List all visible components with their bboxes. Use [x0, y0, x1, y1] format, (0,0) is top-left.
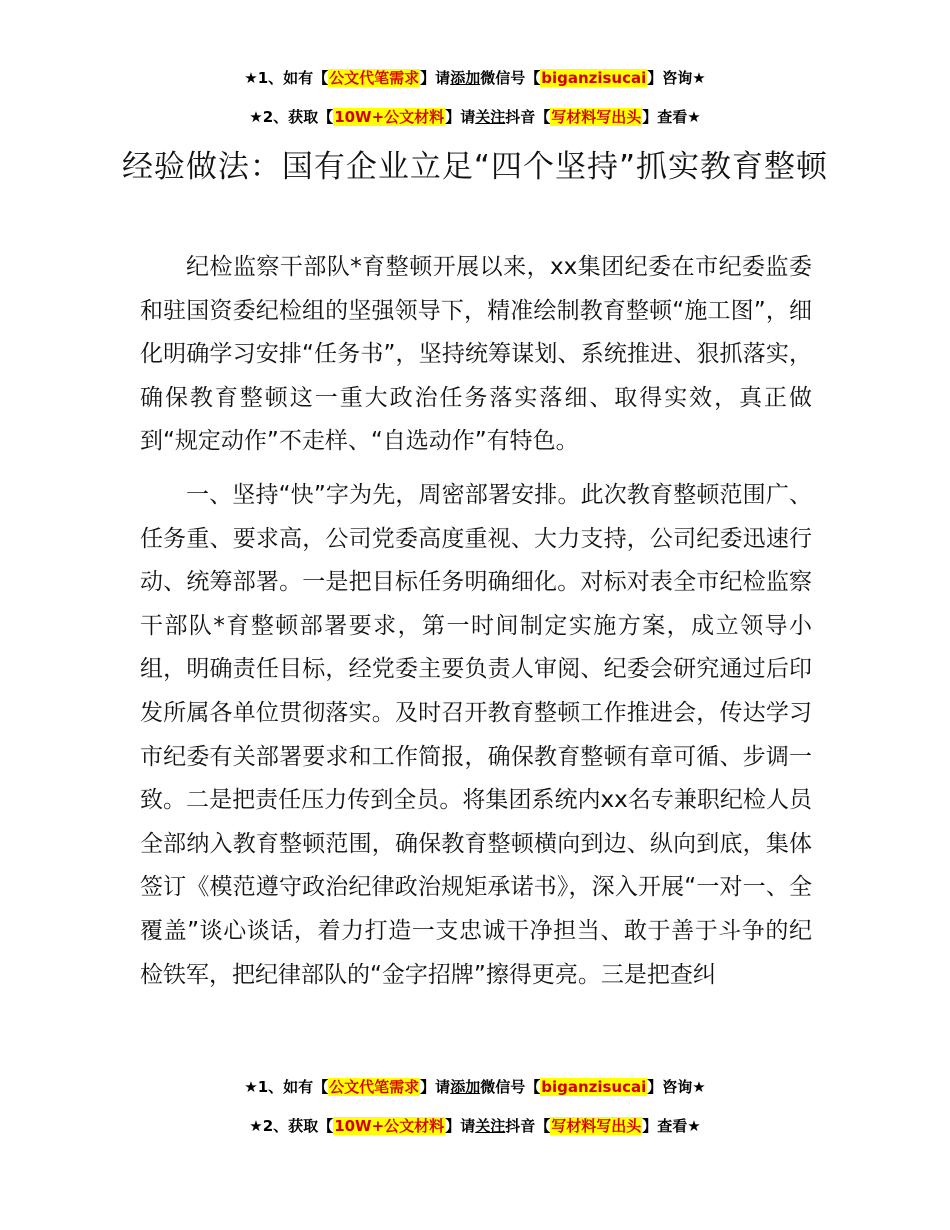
promo-text: 】咨询★ — [647, 1078, 706, 1096]
promo-text: 】请 — [420, 69, 451, 87]
promo-text: ★2、获取【 — [249, 108, 334, 126]
paragraph-intro: 纪检监察干部队*育整顿开展以来，xx集团纪委在市纪委监委和驻国资委纪检组的坚强领导下，精准绘制教育整顿“施工图”，细化明确学习安排“任务书”，坚持统筹谋划、系统推进、狠抓落实，确保教育整顿这一重大政治任务落实落细、取得实效，真正做到“规定动作”不走样、“自选动作”有特色。 — [140, 254, 812, 455]
promo-highlight: 公文代笔需求 — [329, 1078, 420, 1096]
promo-underline: 添加 — [450, 69, 481, 87]
promo-douyin-id: 写材料写出头 — [551, 108, 642, 126]
header-promo-line-2 — [0, 106, 950, 128]
promo-text: ★1、如有【 — [244, 1078, 329, 1096]
header-promo-line-1 — [0, 67, 950, 89]
document-title: 经验做法：国有企业立足“四个坚持”抓实教育整顿 — [121, 149, 829, 185]
footer-promo-line-2 — [0, 1115, 950, 1137]
promo-text: ★2、获取【 — [249, 1117, 334, 1135]
promo-wechat-id: biganzisucai — [541, 69, 647, 87]
promo-text: 】查看★ — [642, 108, 701, 126]
paragraph-section-1: 一、坚持“快”字为先，周密部署安排。此次教育整顿范围广、任务重、要求高，公司党委高度重视、大力支持，公司纪委迅速行动、统筹部署。一是把目标任务明确细化。对标对表全市纪检监察干部队*育整顿部署要求，第一时间制定实施方案，成立领导小组，明确责任目标，经党委主要负责人审阅、纪委会研究通过后印发所属各单位贯彻落实。及时召开教育整顿工作推进会，传达学习市纪委有关部署要求和工作简报，确保教育整顿有章可循、步调一致。二是把责任压力传到全员。将集团系统内xx名专兼职纪检人员全部纳入教育整顿范围，确保教育整顿横向到边、纵向到底，集体签订《模范遵守政治纪律政治规矩承诺书》，深入开展“一对一、全覆盖”谈心谈话，着力打造一支忠诚干净担当、敢于善于斗争的纪检铁军，把纪律部队的“金字招牌”擦得更亮。三是把查纠 — [140, 482, 812, 988]
promo-text: 】咨询★ — [647, 69, 706, 87]
promo-text: 抖音【 — [505, 1117, 551, 1135]
footer-promo-line-1 — [0, 1076, 950, 1098]
promo-highlight: 10W+公文材料 — [334, 108, 445, 126]
promo-douyin-id: 写材料写出头 — [551, 1117, 642, 1135]
promo-text: 】请 — [420, 1078, 451, 1096]
promo-text: ★1、如有【 — [244, 69, 329, 87]
promo-highlight: 10W+公文材料 — [334, 1117, 445, 1135]
promo-text: 微信号【 — [480, 1078, 541, 1096]
promo-highlight: 公文代笔需求 — [329, 69, 420, 87]
promo-text: 】请 — [445, 1117, 476, 1135]
promo-underline: 关注 — [475, 1117, 506, 1135]
promo-text: 微信号【 — [480, 69, 541, 87]
promo-underline: 添加 — [450, 1078, 481, 1096]
promo-text: 】请 — [445, 108, 476, 126]
promo-underline: 关注 — [475, 108, 506, 126]
promo-wechat-id: biganzisucai — [541, 1078, 647, 1096]
promo-text: 】查看★ — [642, 1117, 701, 1135]
promo-text: 抖音【 — [505, 108, 551, 126]
